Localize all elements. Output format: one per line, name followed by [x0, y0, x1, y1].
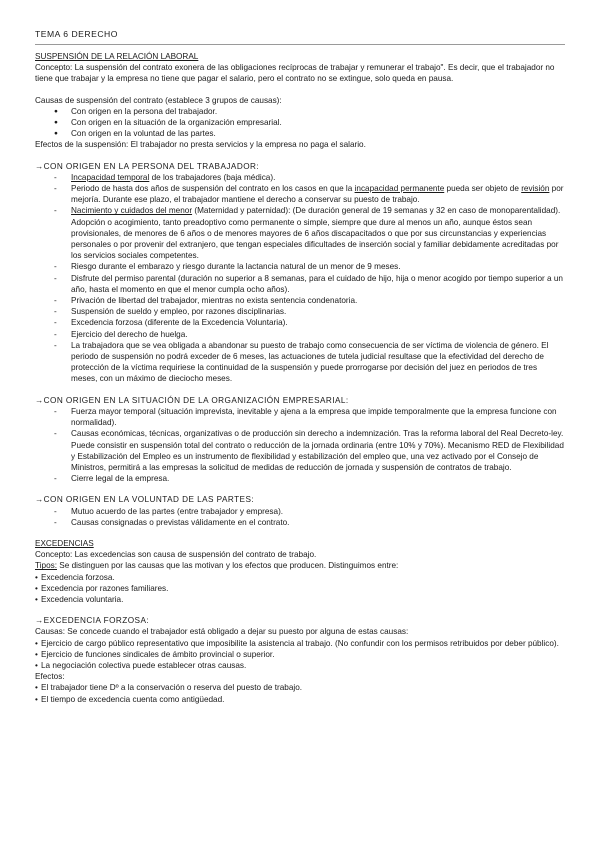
list-item: • Ejercicio de cargo público representativo que imposibilite la asistencia al trabajo. (No confundir con los permisos retribuidos por deber público).: [35, 638, 565, 649]
section-title-worker-origin: →CON ORIGEN EN LA PERSONA DEL TRABAJADOR:: [35, 161, 260, 171]
section-title-organization-origin: →CON ORIGEN EN LA SITUACIÓN DE LA ORGANIZACIÓN EMPRESARIAL:: [35, 395, 349, 405]
list-item: • La negociación colectiva puede establecer otras causas.: [35, 660, 565, 671]
document-body: [35, 51, 565, 705]
forzosa-effects-list: [35, 682, 565, 704]
item-text: por mejoría. Durante ese plazo, el trabajador mantiene el derecho a conservar su puesto de trabajo.: [71, 184, 564, 205]
list-item: - Ejercicio del derecho de huelga.: [35, 329, 565, 340]
section-title-suspension: SUSPENSIÓN DE LA RELACIÓN LABORAL: [35, 52, 199, 61]
list-item: • El tiempo de excedencia cuenta como antigüedad.: [35, 694, 565, 705]
worker-origin-list-cont: [35, 261, 565, 384]
document-header: TEMA 6 DERECHO: [35, 29, 118, 39]
will-origin-list: [35, 506, 565, 528]
list-item: - Suspensión de sueldo y empleo, por razones disciplinarias.: [35, 306, 565, 317]
list-item: • El trabajador tiene Dº a la conservación o reserva del puesto de trabajo.: [35, 682, 565, 693]
term-revision: revisión: [521, 184, 550, 194]
list-item: - Excedencia forzosa (diferente de la Excedencia Voluntaria).: [35, 317, 565, 328]
list-item: ● Con origen en la voluntad de las partes.: [35, 128, 565, 139]
suspension-concept: Concepto: La suspensión del contrato exonera de las obligaciones recíprocas de trabajar y remunerar el trabajo". Es decir, que el trabajador no tiene que trabajar y la empresa no tiene que pagar el salario, pero el contrato no se extingue, solo queda en pausa.: [35, 63, 555, 84]
excedencias-types: [35, 560, 565, 571]
list-item: • Ejercicio de funciones sindicales de ámbito provincial o superior.: [35, 649, 565, 660]
adoption-paragraph: Adopción o acogimiento, tanto preadoptivo como permanente o simple, siempre que dure al menos un año, aunque éstos sean provisionales, de menores de 6 años o de menores mayores de 6 años discapacitados o que por sus circunstancias y experiencias personales o por provenir del extranjero, que tengan especiales dificultades de inserción social y familiar debidamente acreditadas por los servicios sociales competentes.: [71, 217, 559, 261]
list-item: - Riesgo durante el embarazo y riesgo durante la lactancia natural de un menor de 9 meses.: [35, 261, 565, 272]
excedencias-concept: Concepto: Las excedencias son causa de suspensión del contrato de trabajo.: [35, 550, 317, 560]
list-item: - Disfrute del permiso parental (duración no superior a 8 semanas, para el cuidado de hijo, hija o menor acogido por tiempo superior a un año, hasta el momento en que el menor cumpla ocho años).: [35, 273, 565, 295]
list-item: ● Con origen en la situación de la organización empresarial.: [35, 117, 565, 128]
forzosa-causes: Causas: Se concede cuando el trabajador está obligado a dejar su puesto por alguna de estas causas:: [35, 627, 409, 637]
causes-intro: Causas de suspensión del contrato (establece 3 grupos de causas):: [35, 95, 282, 105]
organization-origin-list: [35, 406, 565, 484]
suspension-effects: Efectos de la suspensión: El trabajador no presta servicios y la empresa no paga el salario.: [35, 140, 366, 150]
list-item: • Excedencia forzosa.: [35, 572, 565, 583]
list-item: [35, 172, 565, 183]
section-title-excedencias: EXCEDENCIAS: [35, 538, 94, 548]
list-item: - Cierre legal de la empresa.: [35, 473, 565, 484]
header-divider: [35, 44, 565, 45]
term-incapacidad-temporal: Incapacidad temporal: [71, 172, 150, 182]
list-item: - Fuerza mayor temporal (situación imprevista, inevitable y ajena a la empresa que impide temporalmente que la empresa funcione con normalidad).: [35, 406, 565, 428]
list-item: - Causas consignadas o previstas válidamente en el contrato.: [35, 517, 565, 528]
types-text: Se distinguen por las causas que las motivan y los efectos que producen. Distinguimos entre:: [57, 561, 399, 571]
list-item: - Causas económicas, técnicas, organizativas o de producción sin derecho a indemnización. Tras la reforma laboral del Real Decreto-ley. Puede consistir en suspensión total del contrato o reducción de la jornada ordinaria (entre 10% y 70%). Mecanismo RED de Flexibilidad y Estabilización del Empleo es un instrumento de flexibilidad y estabilización del empleo que, una vez activado por el Consejo de Ministros, permitirá a las empresas la solicitud de medidas de reducción de jornada y suspensión de contratos de trabajo.: [35, 428, 565, 473]
excedencias-list: [35, 572, 565, 606]
item-text: de los trabajadores (baja médica).: [149, 172, 276, 182]
list-item: - Privación de libertad del trabajador, mientras no exista sentencia condenatoria.: [35, 295, 565, 306]
item-text: (Maternidad y paternidad): (De duración general de 19 semanas y 32 en caso de monoparentalidad).: [192, 206, 561, 216]
term-nacimiento: Nacimiento y cuidados del menor: [71, 206, 193, 216]
list-item: - La trabajadora que se vea obligada a abandonar su puesto de trabajo como consecuencia de ser víctima de violencia de género. El periodo de suspensión no podrá exceder de 6 meses, las actuaciones de tutela judicial resultase que la efectividad del derecho de protección de la víctima requiriese la continuidad de la suspensión y puede prorrogarse por decisión del juez en periodos de tres meses, con un máximo de dieciocho meses.: [35, 340, 565, 385]
list-item: [35, 205, 565, 216]
types-label: Tipos:: [35, 561, 57, 571]
worker-origin-list: [35, 172, 565, 217]
list-item: ● Con origen en la persona del trabajador.: [35, 106, 565, 117]
list-item: [35, 183, 565, 205]
item-text: pueda ser objeto de: [444, 184, 522, 194]
forzosa-causes-list: [35, 638, 565, 672]
list-item: • Excedencia voluntaria.: [35, 594, 565, 605]
item-text: Periodo de hasta dos años de suspensión del contrato en los casos en que la: [71, 184, 355, 194]
forzosa-effects-label: Efectos:: [35, 672, 65, 682]
list-item: - Mutuo acuerdo de las partes (entre trabajador y empresa).: [35, 506, 565, 517]
causes-list: [35, 106, 565, 140]
section-title-will-origin: →CON ORIGEN EN LA VOLUNTAD DE LAS PARTES:: [35, 495, 255, 505]
section-title-excedencia-forzosa: →EXCEDENCIA FORZOSA:: [35, 616, 150, 626]
term-incapacidad-permanente: incapacidad permanente: [354, 184, 445, 194]
list-item: • Excedencia por razones familiares.: [35, 583, 565, 594]
